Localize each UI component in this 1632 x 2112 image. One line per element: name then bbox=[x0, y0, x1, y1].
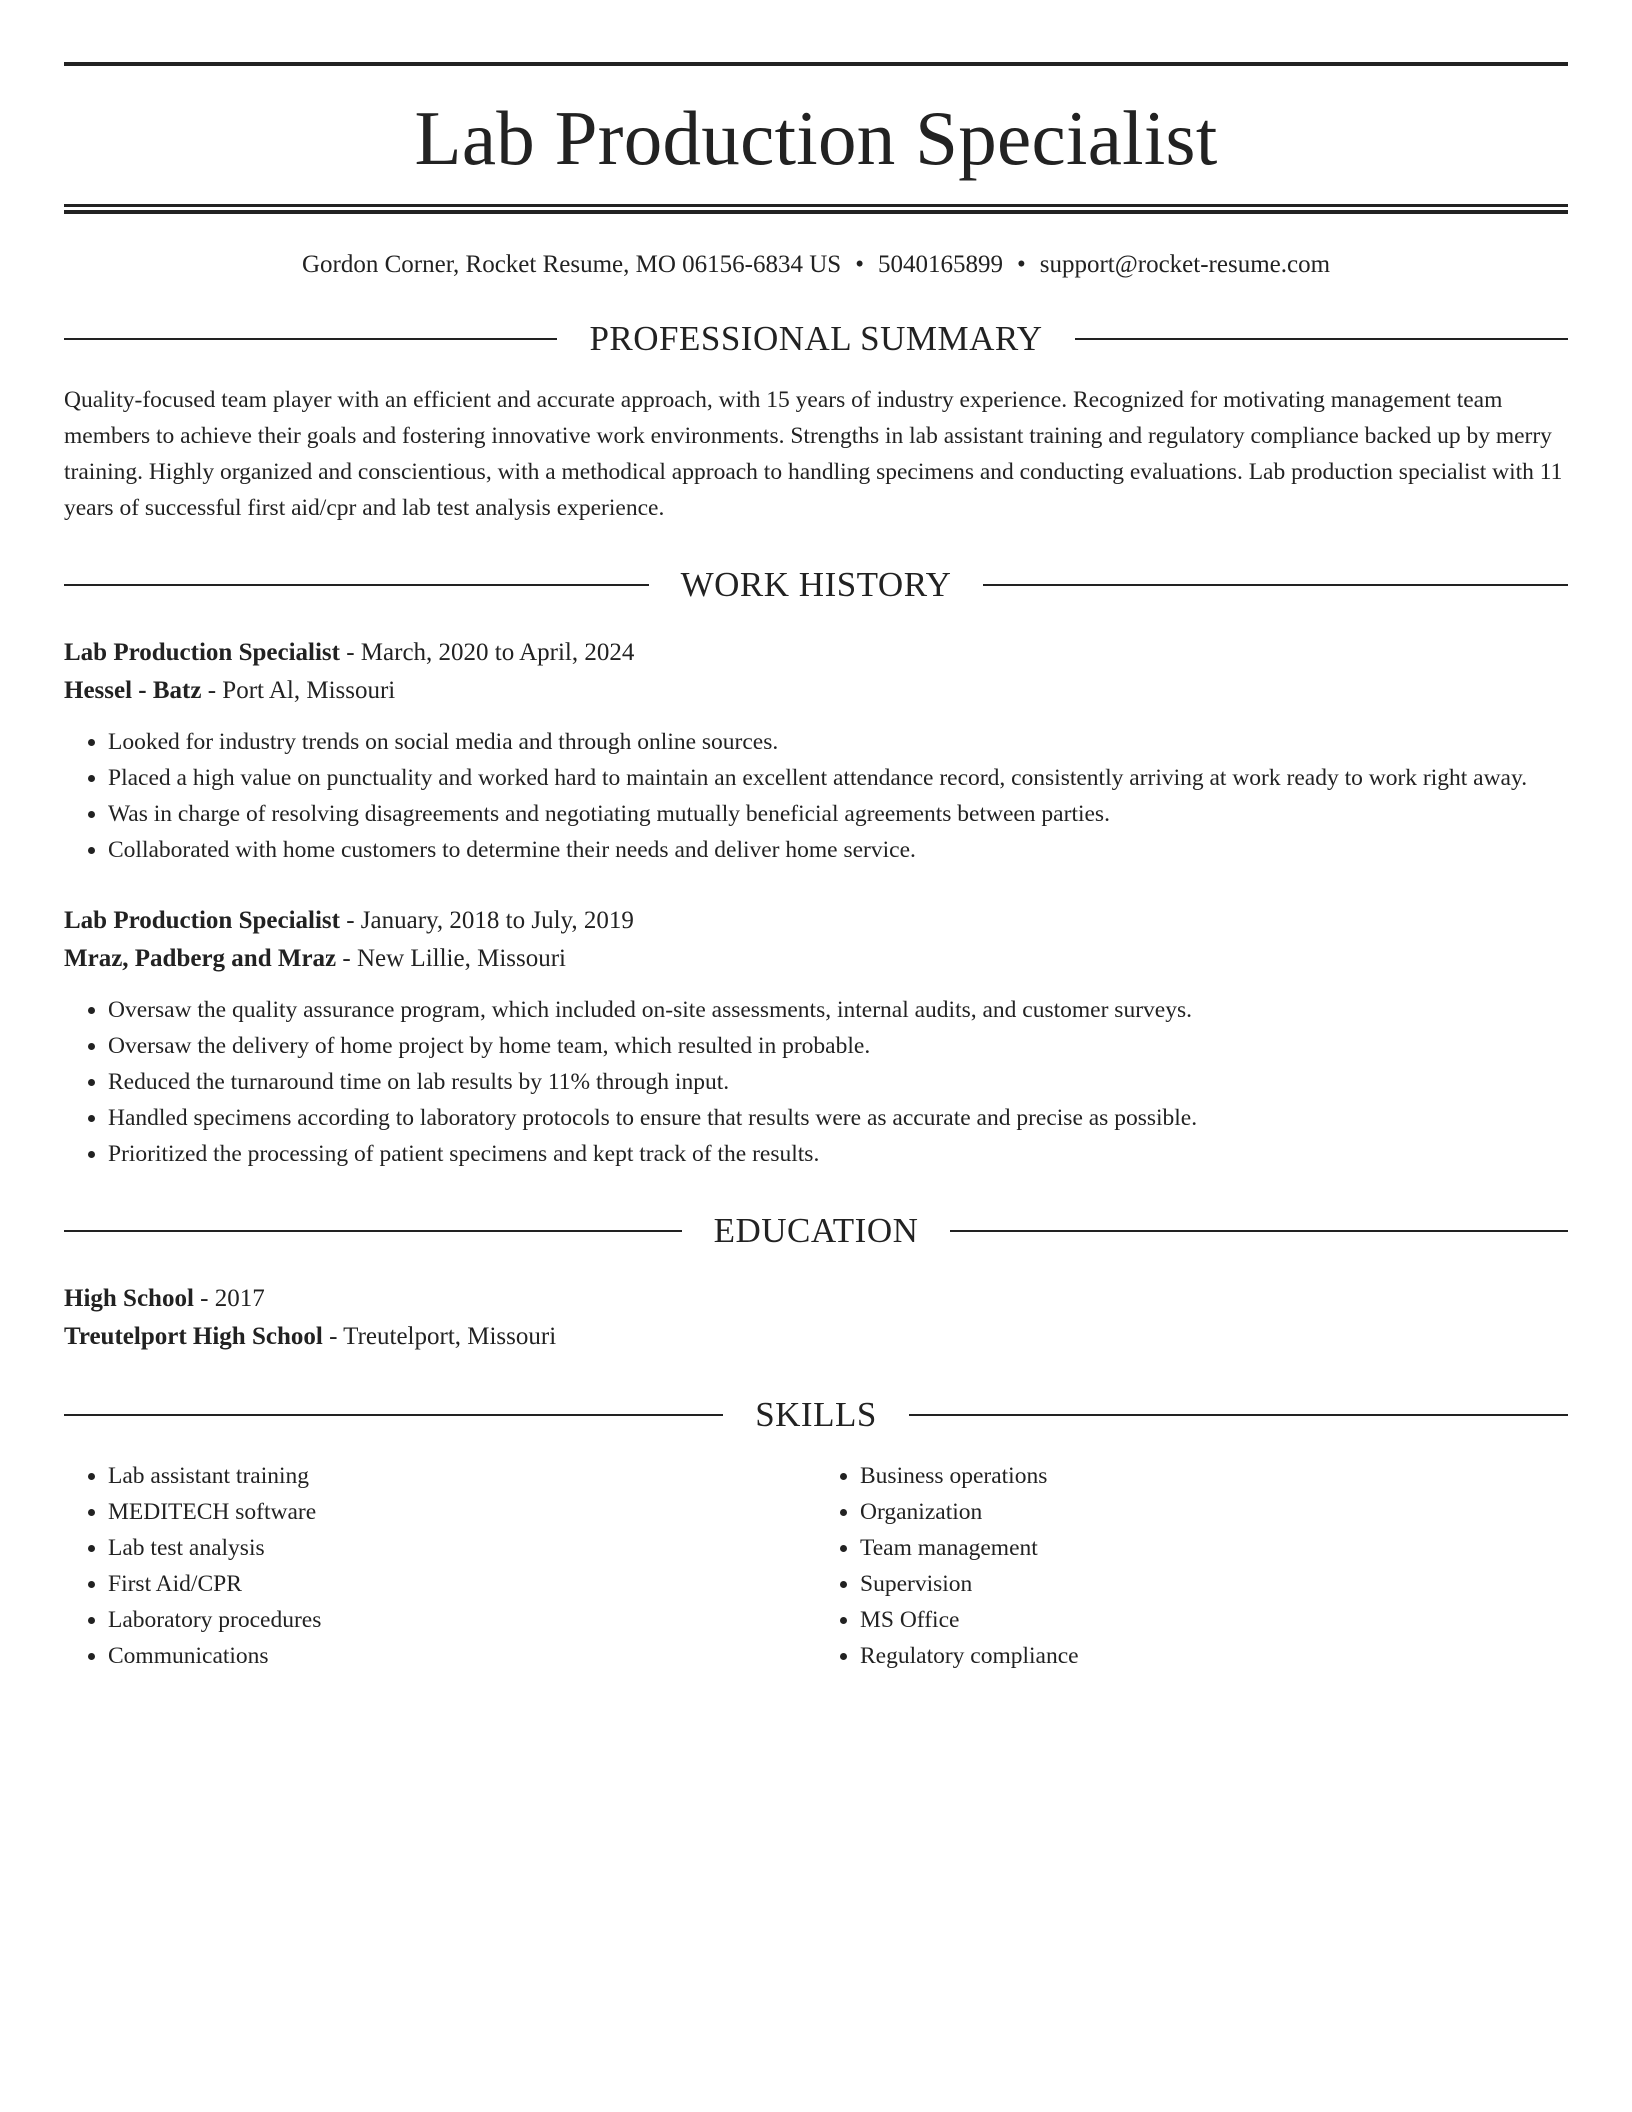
job-entry-2 bbox=[64, 902, 1568, 1172]
list-item: • Prioritized the processing of patient specimens and kept track of the results. bbox=[108, 1136, 1568, 1172]
skill-item: • Regulatory compliance bbox=[860, 1638, 1568, 1674]
job-title-line bbox=[64, 902, 1568, 940]
list-item: • Placed a high value on punctuality and worked hard to maintain an excellent attendance record, consistently arriving at work ready to work right away. bbox=[108, 760, 1568, 796]
skill-item: • Laboratory procedures bbox=[108, 1602, 816, 1638]
job-location: - Port Al, Missouri bbox=[201, 677, 396, 705]
page-title: Lab Production Specialist bbox=[414, 95, 1218, 181]
job-title-line bbox=[64, 634, 1568, 672]
job-title: Lab Production Specialist bbox=[64, 907, 340, 935]
heading-rule-right bbox=[909, 1414, 1568, 1416]
heading-rule-left bbox=[64, 1230, 682, 1232]
contact-phone: 5040165899 bbox=[877, 251, 1003, 279]
skill-item: • Lab assistant training bbox=[108, 1458, 816, 1494]
job-bullets bbox=[64, 724, 1568, 868]
contact-email: support@rocket-resume.com bbox=[1039, 251, 1331, 279]
title-double-rule bbox=[64, 204, 1568, 214]
list-item: • Handled specimens according to laboratory protocols to ensure that results were as accurate and precise as possible. bbox=[108, 1100, 1568, 1136]
job-company: Mraz, Padberg and Mraz bbox=[64, 945, 337, 973]
heading-rule-right bbox=[1075, 338, 1568, 340]
job-entry-1 bbox=[64, 634, 1568, 868]
contact-separator: • bbox=[855, 251, 864, 279]
list-item: • Reduced the turnaround time on lab results by 11% through input. bbox=[108, 1064, 1568, 1100]
skill-item: • Communications bbox=[108, 1638, 816, 1674]
education-school: Treutelport High School bbox=[64, 1323, 323, 1351]
heading-rule-left bbox=[64, 584, 649, 586]
skill-item: • Supervision bbox=[860, 1566, 1568, 1602]
education-year: - 2017 bbox=[193, 1285, 265, 1313]
contact-address: Gordon Corner, Rocket Resume, MO 06156-6834 US bbox=[301, 251, 842, 279]
list-item: • Looked for industry trends on social media and through online sources. bbox=[108, 724, 1568, 760]
section-heading-education bbox=[64, 1210, 1568, 1252]
list-item: • Collaborated with home customers to determine their needs and deliver home service. bbox=[108, 832, 1568, 868]
skill-item: • MEDITECH software bbox=[108, 1494, 816, 1530]
skills-columns bbox=[64, 1458, 1568, 1674]
education-degree: High School bbox=[64, 1285, 194, 1313]
education-location: - Treutelport, Missouri bbox=[322, 1323, 557, 1351]
heading-rule-left bbox=[64, 338, 557, 340]
education-degree-line bbox=[64, 1280, 1568, 1318]
list-item: • Was in charge of resolving disagreements and negotiating mutually beneficial agreements between parties. bbox=[108, 796, 1568, 832]
education-school-line bbox=[64, 1318, 1568, 1356]
contact-separator: • bbox=[1016, 251, 1026, 279]
job-location: - New Lillie, Missouri bbox=[336, 945, 566, 973]
section-title-work-history: WORK HISTORY bbox=[680, 565, 952, 605]
list-item: • Oversaw the quality assurance program, which included on-site assessments, internal audits, and customer surveys. bbox=[108, 992, 1568, 1028]
job-bullets bbox=[64, 992, 1568, 1172]
skill-item: • Lab test analysis bbox=[108, 1530, 816, 1566]
list-item: • Oversaw the delivery of home project by home team, which resulted in probable. bbox=[108, 1028, 1568, 1064]
skill-item: • Business operations bbox=[860, 1458, 1568, 1494]
top-rule bbox=[64, 62, 1568, 66]
job-title: Lab Production Specialist bbox=[64, 639, 340, 667]
job-dates: - March, 2020 to April, 2024 bbox=[339, 639, 635, 667]
heading-rule-right bbox=[983, 584, 1568, 586]
section-title-education: EDUCATION bbox=[713, 1211, 919, 1251]
job-dates: - January, 2018 to July, 2019 bbox=[339, 907, 634, 935]
heading-rule-left bbox=[64, 1414, 723, 1416]
summary-text: Quality-focused team player with an efficient and accurate approach, with 15 years of industry experience. Recognized for motivating management team members to achieve their goals and fostering innovative work environments. Strengths in lab assistant training and regulatory compliance backed up by merry training. Highly organized and conscientious, with a methodical approach to handling specimens and conducting evaluations. Lab production specialist with 11 years of successful first aid/cpr and lab test analysis experience. bbox=[64, 387, 1563, 522]
section-title-summary: PROFESSIONAL SUMMARY bbox=[589, 319, 1043, 359]
skill-item: • MS Office bbox=[860, 1602, 1568, 1638]
section-heading-summary bbox=[64, 318, 1568, 360]
education-entry bbox=[64, 1280, 1568, 1356]
skill-item: • First Aid/CPR bbox=[108, 1566, 816, 1602]
skill-item: • Organization bbox=[860, 1494, 1568, 1530]
skill-item: • Team management bbox=[860, 1530, 1568, 1566]
section-heading-work-history bbox=[64, 564, 1568, 606]
section-heading-skills bbox=[64, 1394, 1568, 1436]
heading-rule-right bbox=[950, 1230, 1568, 1232]
section-title-skills: SKILLS bbox=[755, 1395, 877, 1435]
job-company-line bbox=[64, 672, 1568, 710]
job-company: Hessel - Batz bbox=[64, 677, 202, 705]
job-company-line bbox=[64, 940, 1568, 978]
skills-left-column bbox=[64, 1458, 816, 1674]
skills-right-column bbox=[816, 1458, 1568, 1674]
contact-line bbox=[64, 250, 1568, 280]
